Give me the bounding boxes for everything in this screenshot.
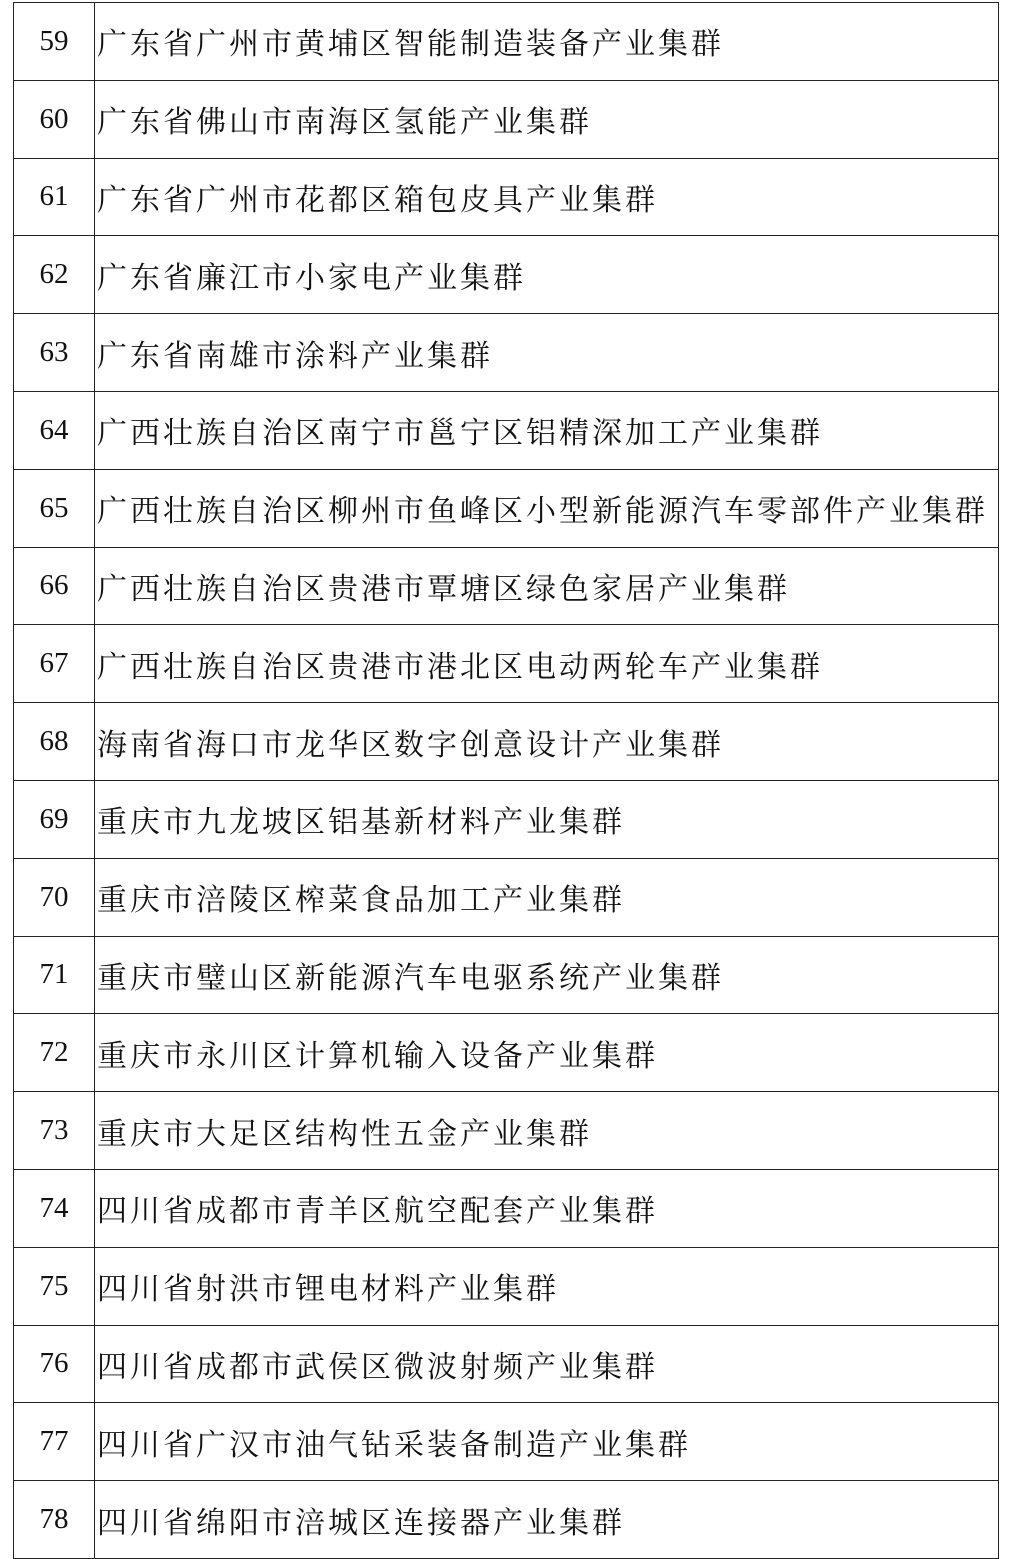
- row-number: 78: [14, 1481, 95, 1558]
- cluster-name: 重庆市永川区计算机输入设备产业集群: [97, 1038, 658, 1074]
- cluster-name: 重庆市大足区结构性五金产业集群: [97, 1116, 592, 1152]
- table-row: [14, 548, 998, 626]
- cluster-name: 广东省南雄市涂料产业集群: [97, 338, 493, 374]
- table-row: [14, 703, 998, 781]
- table-row: [14, 236, 998, 314]
- cluster-name: 四川省成都市青羊区航空配套产业集群: [97, 1194, 658, 1230]
- table-row: [14, 1403, 998, 1481]
- cluster-name: 四川省广汉市油气钻采装备制造产业集群: [97, 1427, 691, 1463]
- table-row: [14, 1248, 998, 1326]
- cluster-name: 海南省海口市龙华区数字创意设计产业集群: [97, 727, 724, 763]
- table-row: [14, 781, 998, 859]
- table-row: [14, 81, 998, 159]
- cluster-name: 广西壮族自治区贵港市覃塘区绿色家居产业集群: [97, 571, 790, 607]
- cluster-name: 四川省绵阳市涪城区连接器产业集群: [97, 1505, 625, 1541]
- row-number: 76: [14, 1326, 95, 1403]
- table-row: [14, 3, 998, 81]
- cluster-name: 广东省广州市黄埔区智能制造装备产业集群: [97, 27, 724, 63]
- row-number: 75: [14, 1248, 95, 1325]
- cluster-name: 重庆市璧山区新能源汽车电驱系统产业集群: [97, 960, 724, 996]
- table-row: [14, 1014, 998, 1092]
- row-number: 69: [14, 781, 95, 858]
- table-row: [14, 625, 998, 703]
- cluster-name: 广东省廉江市小家电产业集群: [97, 260, 526, 296]
- cluster-name: 广西壮族自治区南宁市邕宁区铝精深加工产业集群: [97, 416, 823, 452]
- row-number: 62: [14, 236, 95, 313]
- cluster-name: 广东省广州市花都区箱包皮具产业集群: [97, 182, 658, 218]
- row-number: 63: [14, 314, 95, 391]
- row-number: 65: [14, 470, 95, 547]
- table-row: [14, 1170, 998, 1248]
- cluster-name: 广东省佛山市南海区氢能产业集群: [97, 105, 592, 141]
- row-number: 71: [14, 937, 95, 1014]
- cluster-name: 四川省成都市武侯区微波射频产业集群: [97, 1349, 658, 1385]
- cluster-name: 重庆市九龙坡区铝基新材料产业集群: [97, 805, 625, 841]
- table-row: [14, 159, 998, 237]
- row-number: 61: [14, 159, 95, 236]
- row-number: 74: [14, 1170, 95, 1247]
- row-number: 66: [14, 548, 95, 625]
- row-number: 73: [14, 1092, 95, 1169]
- cluster-name: 广西壮族自治区柳州市鱼峰区小型新能源汽车零部件产业集群: [97, 494, 988, 530]
- cluster-name: 四川省射洪市锂电材料产业集群: [97, 1272, 559, 1308]
- table-row: [14, 1326, 998, 1404]
- row-number: 60: [14, 81, 95, 158]
- table-row: [14, 1092, 998, 1170]
- row-number: 59: [14, 3, 95, 80]
- table-row: [14, 1481, 998, 1559]
- cluster-table: [13, 2, 999, 1559]
- row-number: 68: [14, 703, 95, 780]
- table-row: [14, 314, 998, 392]
- table-row: [14, 470, 998, 548]
- table-row: [14, 859, 998, 937]
- row-number: 77: [14, 1403, 95, 1480]
- cluster-name: 广西壮族自治区贵港市港北区电动两轮车产业集群: [97, 649, 823, 685]
- table-row: [14, 937, 998, 1015]
- table-row: [14, 392, 998, 470]
- row-number: 70: [14, 859, 95, 936]
- row-number: 67: [14, 625, 95, 702]
- row-number: 64: [14, 392, 95, 469]
- row-number: 72: [14, 1014, 95, 1091]
- cluster-name: 重庆市涪陵区榨菜食品加工产业集群: [97, 883, 625, 919]
